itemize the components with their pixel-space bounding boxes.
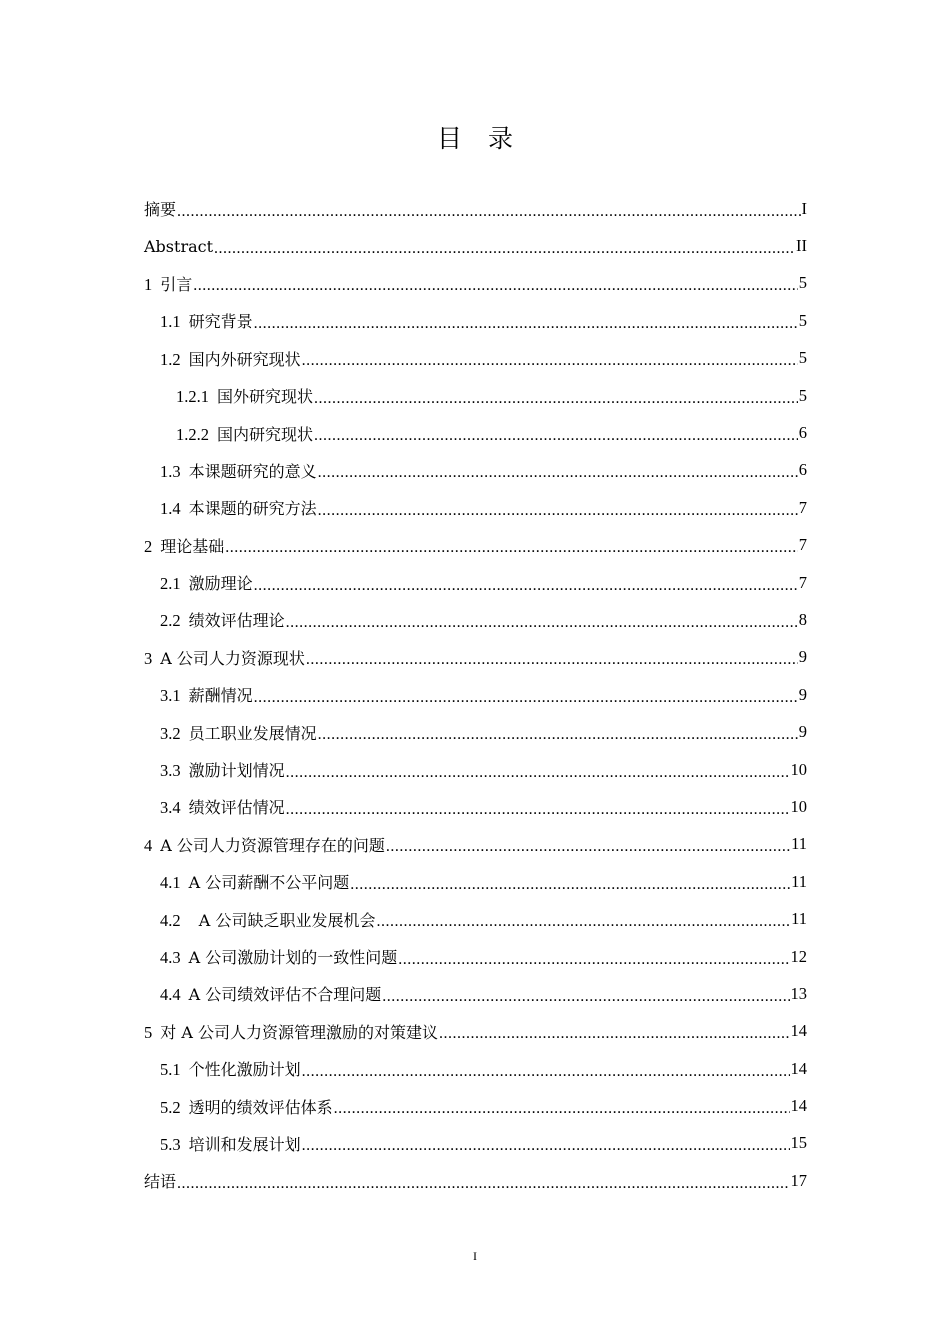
toc-entry-number: 1.2.1 [176,387,209,407]
toc-entry-text [160,347,301,370]
toc-entry-label: 员工职业发展情况 [188,723,317,743]
toc-entry[interactable] [144,564,807,601]
toc-entry[interactable] [144,527,807,564]
toc-entry-page: 10 [790,796,807,816]
toc-dot-leader [398,951,789,969]
toc-entry-text [160,496,317,519]
toc-entry-number: 5 [144,1022,153,1042]
toc-entry-label: 国内研究现状 [217,424,314,444]
page-title [0,122,950,156]
toc-dot-leader [214,240,795,258]
toc-entry[interactable] [144,1013,807,1050]
toc-entry-number: 3.3 [160,761,181,781]
toc-dot-leader [225,539,797,557]
toc-entry-page: 5 [798,310,807,330]
toc-entry-number: 4.3 [160,948,181,967]
toc-entry[interactable] [144,863,807,900]
toc-entry-text [144,646,305,669]
toc-dot-leader [302,352,798,370]
toc-entry-label: 引言 [160,274,193,294]
toc-entry[interactable] [144,751,807,788]
toc-entry-label: 绩效评估理论 [188,611,285,631]
toc-entry[interactable] [144,639,807,676]
toc-dot-leader [286,614,798,632]
toc-entry-text [176,422,313,445]
toc-dot-leader [314,390,798,408]
toc-entry-number: 1.1 [160,312,181,332]
toc-entry-number: 5.2 [160,1097,181,1117]
toc-entry[interactable] [144,227,807,264]
toc-dot-leader [254,315,798,333]
toc-entry-label: A 公司人力资源管理存在的问题 [160,835,385,855]
toc-entry-text [160,982,381,1005]
toc-entry-text [160,571,253,594]
toc-entry-number: 5.3 [160,1134,181,1154]
toc-entry-number: 1 [144,274,153,294]
toc-entry-page: I [801,198,807,218]
toc-dot-leader [350,876,790,894]
toc-entry-label: 培训和发展计划 [188,1134,301,1154]
toc-entry-text [176,384,313,407]
toc-entry[interactable] [144,190,807,227]
toc-entry-label: A 公司激励计划的一致性问题 [188,948,398,967]
toc-entry-text [144,272,192,295]
toc-entry-page: 17 [790,1170,807,1190]
toc-entry-label: 国内外研究现状 [188,349,301,369]
toc-dot-leader [376,913,790,931]
toc-entry[interactable] [144,1087,807,1124]
toc-entry-label: 本课题的研究方法 [188,499,317,519]
toc-entry-page: 11 [791,834,807,854]
toc-entry[interactable] [144,377,807,414]
toc-dot-leader [254,689,798,707]
toc-entry-number: 3.1 [160,686,181,706]
toc-entry-text [144,534,224,557]
toc-entry-number: 4.1 [160,873,181,893]
toc-entry-text [160,1132,301,1155]
toc-entry[interactable] [144,900,807,937]
toc-dot-leader [177,1175,789,1193]
toc-dot-leader [318,726,798,744]
toc-dot-leader [314,427,798,445]
toc-entry-label: A 公司绩效评估不合理问题 [188,985,382,1005]
toc-entry-label: 摘要 [144,200,177,220]
toc-entry[interactable] [144,601,807,638]
toc-entry-text [144,833,385,856]
toc-entry-page: 9 [798,684,807,704]
toc-entry-page: 8 [798,609,807,629]
toc-dot-leader [318,464,798,482]
toc-dot-leader [286,764,790,782]
toc-entry[interactable] [144,265,807,302]
toc-entry-page: 6 [798,423,807,443]
toc-entry-page: 14 [790,1096,807,1116]
toc-dot-leader [439,1025,790,1043]
toc-dot-leader [193,277,797,295]
toc-entry-text [144,197,176,220]
toc-entry-number: 1.2 [160,349,181,369]
toc-dot-leader [386,838,790,856]
toc-entry-number: 2.1 [160,574,181,594]
toc-entry[interactable] [144,1162,807,1199]
toc-dot-leader [286,801,790,819]
toc-entry-text [160,758,285,781]
toc-entry-text [160,721,317,744]
toc-entry-number: 4.4 [160,985,181,1005]
toc-entry[interactable] [144,826,807,863]
toc-entry-label: 研究背景 [188,312,253,332]
toc-entry-page: 10 [790,759,807,779]
toc-entry-number: 5.1 [160,1060,181,1080]
toc-dot-leader [254,577,798,595]
toc-dot-leader [306,651,798,669]
toc-entry-number: 2.2 [160,611,181,631]
toc-entry-number: 3.2 [160,723,181,743]
toc-entry-page: 7 [798,535,807,555]
toc-entry-text [160,683,253,706]
toc-entry[interactable] [144,1125,807,1162]
toc-entry-text [160,1095,333,1118]
toc-entry-text [160,459,317,482]
toc-entry-page: 5 [798,273,807,293]
title-char-1: 目 [436,124,462,153]
toc-entry-page: II [796,236,807,256]
toc-entry-label: 激励理论 [188,574,253,594]
toc-entry-number: 4.2 [160,910,181,930]
toc-dot-leader [177,203,800,221]
toc-entry-label: 对 A 公司人力资源管理激励的对策建议 [160,1022,438,1042]
toc-entry-label: 薪酬情况 [188,686,253,706]
toc-entry-page: 6 [798,460,807,480]
table-of-contents [144,190,807,1200]
toc-entry[interactable] [144,938,807,975]
toc-entry[interactable] [144,1050,807,1087]
toc-entry-page: 9 [798,722,807,742]
toc-entry[interactable] [144,452,807,489]
toc-entry-label: 激励计划情况 [188,761,285,781]
toc-entry-page: 14 [790,1021,807,1041]
toc-entry-label: Abstract [144,236,214,256]
toc-entry-number: 3.4 [160,798,181,818]
toc-entry-number: 1.2.2 [176,424,209,444]
toc-entry-label: 本课题研究的意义 [188,461,317,481]
toc-entry-page: 7 [798,572,807,592]
toc-entry[interactable] [144,302,807,339]
page-number: I [473,1249,477,1263]
toc-entry-text [160,945,397,968]
toc-entry-text [144,1169,176,1192]
toc-dot-leader [382,988,789,1006]
toc-entry-label: 理论基础 [160,536,225,556]
toc-entry-page: 5 [798,385,807,405]
toc-entry-text [160,795,285,818]
toc-entry-label: 国外研究现状 [217,387,314,407]
toc-dot-leader [318,502,798,520]
toc-entry-text [160,908,375,931]
toc-entry[interactable] [144,340,807,377]
toc-entry-label: 透明的绩效评估体系 [188,1097,333,1117]
toc-entry[interactable] [144,489,807,526]
title-char-2: 录 [488,124,514,153]
toc-entry-page: 12 [790,946,807,966]
toc-entry-number: 3 [144,648,153,668]
toc-dot-leader [302,1063,790,1081]
toc-entry-page: 5 [798,348,807,368]
toc-entry-page: 14 [790,1058,807,1078]
toc-entry-number: 1.3 [160,461,181,481]
toc-dot-leader [302,1137,790,1155]
toc-entry[interactable] [144,975,807,1012]
toc-entry-label: A 公司缺乏职业发展机会 [188,910,376,930]
toc-entry-text [144,1020,438,1043]
toc-entry-text [160,309,253,332]
toc-entry-page: 7 [798,497,807,517]
toc-entry-page: 11 [791,871,807,891]
toc-entry-page: 11 [791,909,807,929]
toc-entry-label: 结语 [144,1172,177,1192]
toc-entry-label: A 公司薪酬不公平问题 [188,873,350,893]
toc-entry-text [144,237,213,256]
toc-entry-label: 个性化激励计划 [188,1060,301,1080]
toc-entry-number: 2 [144,536,153,556]
toc-entry-text [160,870,349,893]
toc-entry-text [160,608,285,631]
toc-entry-page: 9 [798,647,807,667]
toc-entry-label: 绩效评估情况 [188,798,285,818]
toc-entry-number: 4 [144,835,153,855]
toc-entry-label: A 公司人力资源现状 [160,648,305,668]
toc-entry[interactable] [144,414,807,451]
toc-entry-page: 15 [790,1133,807,1153]
toc-entry[interactable] [144,788,807,825]
toc-entry-number: 1.4 [160,499,181,519]
toc-entry[interactable] [144,713,807,750]
toc-entry-text [160,1057,301,1080]
toc-dot-leader [334,1100,790,1118]
toc-entry[interactable] [144,676,807,713]
toc-entry-page: 13 [790,983,807,1003]
